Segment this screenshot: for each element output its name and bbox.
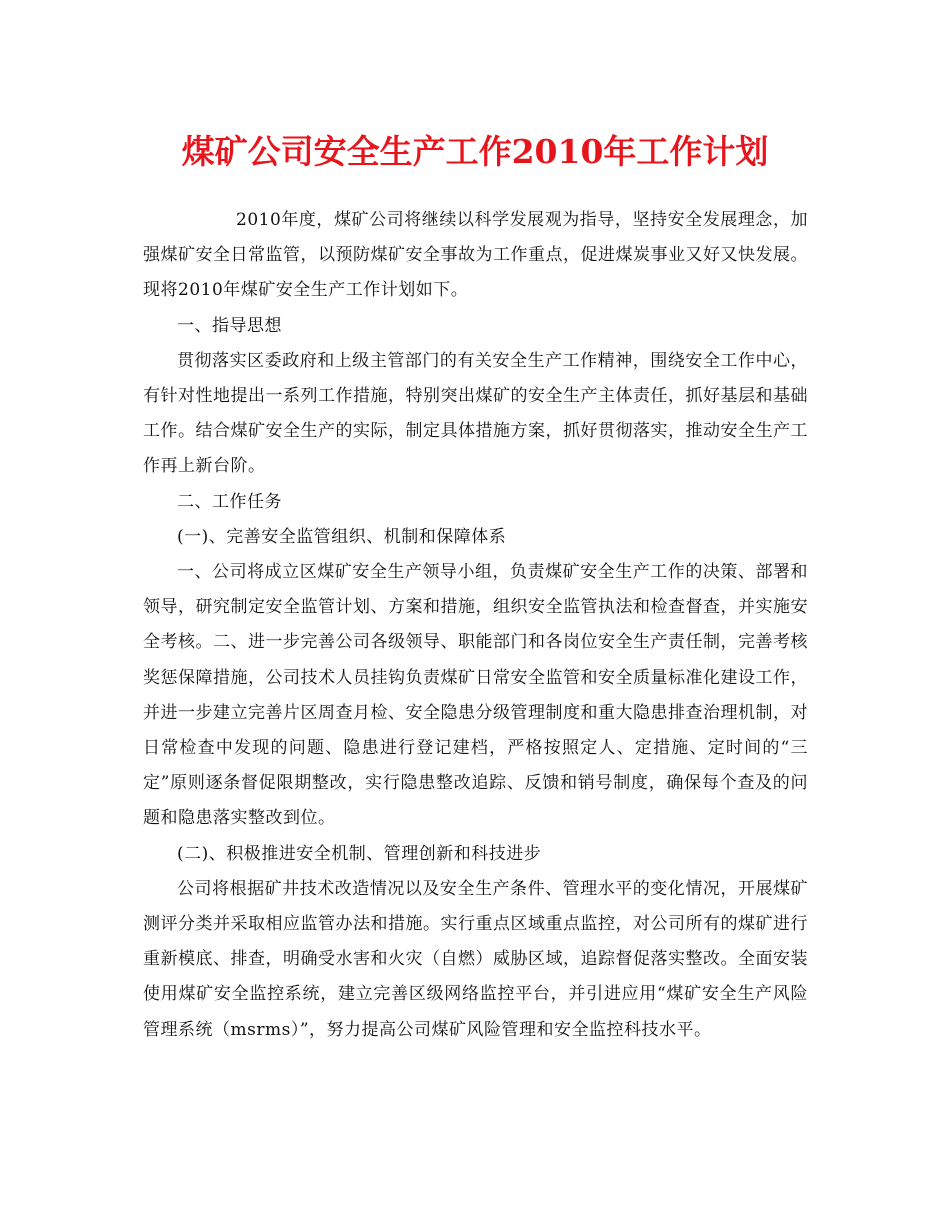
subsection-1-paragraph: 一、公司将成立区煤矿安全生产领导小组，负责煤矿安全生产工作的决策、部署和领导，研究制定安全监管计划、方案和措施，组织安全监管执法和检查督查，并实施安全考核。二、进一步完善公司各级领导、职能部门和各岗位安全生产责任制，完善考核奖惩保障措施，公司技术人员挂钩负责煤矿日常安全监管和安全质量标准化建设工作，并进一步建立完善片区周查月检、安全隐患分级管理制度和重大隐患排查治理机制，对日常检查中发现的问题、隐患进行登记建档，严格按照定人、定措施、定时间的“三定”原则逐条督促限期整改，实行隐患整改追踪、反馈和销号制度，确保每个查及的问题和隐患落实整改到位。	[143, 562, 808, 829]
subsection-2-paragraph: 公司将根据矿井技术改造情况以及安全生产条件、管理水平的变化情况，开展煤矿测评分类并采取相应监管办法和措施。实行重点区域重点监控，对公司所有的煤矿进行重新模底、排查，明确受水害和火灾（自燃）威胁区域，追踪督促落实整改。全面安装使用煤矿安全监控系统，建立完善区级网络监控平台，并引进应用“煤矿安全生产风险管理系统（msrms）”，努力提高公司煤矿风险管理和安全监控科技水平。	[143, 878, 808, 1040]
subsection-heading-1: (一)、完善安全监管组织、机制和保障体系	[177, 526, 507, 547]
document-title: 煤矿公司安全生产工作2010年工作计划	[181, 132, 769, 171]
guiding-thought-paragraph: 贯彻落实区委政府和上级主管部门的有关安全生产工作精神，围绕安全工作中心，有针对性地提出一系列工作措施，特别突出煤矿的安全生产主体责任，抓好基层和基础工作。结合煤矿安全生产的实际，制定具体措施方案，抓好贯彻落实，推动安全生产工作再上新台阶。	[143, 350, 808, 477]
subsection-heading-2: (二)、积极推进安全机制、管理创新和科技进步	[177, 843, 542, 864]
section-heading-guiding-thought: 一、指导思想	[177, 315, 282, 336]
intro-paragraph: 2010年度，煤矿公司将继续以科学发展观为指导，坚持安全发展理念，加强煤矿安全日常监管，以预防煤矿安全事故为工作重点，促进煤炭事业又好又快发展。现将2010年煤矿安全生产工作计划如下。	[143, 210, 808, 301]
section-heading-tasks: 二、工作任务	[177, 491, 282, 512]
document-body	[143, 203, 808, 1048]
